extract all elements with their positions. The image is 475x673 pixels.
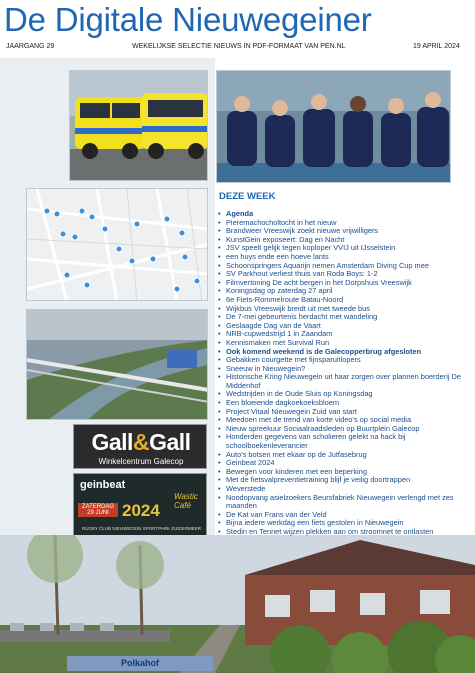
news-item[interactable]: • Bijna iedere werkdag een fiets gestolen in Nieuwegein: [218, 519, 475, 528]
news-item[interactable]: • Nieuw spreekuur Sociaalraadsleden op Buurtplein Galecop: [218, 425, 475, 434]
masthead: [0, 0, 475, 58]
news-item[interactable]: • NRB-cupwedstrijd 1 in Zaandam: [218, 330, 475, 339]
news-item[interactable]: • Meedoen met de trend van korte video's op social media: [218, 416, 475, 425]
news-item[interactable]: • Stedin en Tennet wijzen plekken aan om stroomnet te ontlasten: [218, 528, 475, 537]
news-item[interactable]: • Filmvertoning De acht bergen in het Dorpshuis Vreeswijk: [218, 279, 475, 288]
gall-gall-location: Winkelcentrum Galecop: [98, 457, 184, 466]
gall-gall-logo: Gall&Gall: [91, 429, 191, 455]
news-item[interactable]: • Bewegen voor kinderen met een beperking: [218, 468, 475, 477]
geinbeat-venue: RUGBY CLUB NIEUWEGEIN SPORTPARK ZUIDERMEER: [82, 526, 202, 531]
news-item[interactable]: • Weverstede: [218, 485, 475, 494]
gall-gall-advertisement[interactable]: [73, 424, 207, 469]
news-item[interactable]: • JSV speelt gelijk tegen koploper VVIJ uit IJsselstein: [218, 244, 475, 253]
volume-label: JAARGANG 29: [6, 43, 55, 50]
issue-date: 19 APRIL 2024: [413, 43, 460, 50]
news-item[interactable]: • 6e Fiets-Rommelroute Batau-Noord: [218, 296, 475, 305]
news-item[interactable]: • Gebakken courgette met fijnsparuitlopers: [218, 356, 475, 365]
news-item[interactable]: • SV Parkhout verliest thuis van Roda Boys: 1-2: [218, 270, 475, 279]
news-item[interactable]: • Ook komend weekend is de Galecopperbrug afgesloten: [218, 348, 475, 357]
news-item[interactable]: • Honderden gegevens van scholieren gelekt na hack bij schoolboekenleverancier: [218, 433, 475, 450]
news-item[interactable]: • Koningsdag op zaterdag 27 april: [218, 287, 475, 296]
news-item[interactable]: • een huys ende een hoeve lants: [218, 253, 475, 262]
bridge-aerial-photo[interactable]: [26, 309, 208, 420]
photo-caption: Polkahof: [67, 656, 213, 671]
news-item[interactable]: • Wedstrijden in de Oude Sluis op Koningsdag: [218, 390, 475, 399]
news-item[interactable]: • De Kat van Frans van der Veld: [218, 511, 475, 520]
news-item[interactable]: • Geslaagde Dag van de Vaart: [218, 322, 475, 331]
news-item[interactable]: • Met de fietsvalpreventietraining blijf je veilig doortrappen: [218, 476, 475, 485]
news-list: [218, 210, 475, 537]
section-heading: DEZE WEEK: [219, 191, 276, 202]
news-item[interactable]: • Auto's botsen met ekaar op de Jutfasebrug: [218, 451, 475, 460]
news-item[interactable]: • Sneeuw in Nieuwegein?: [218, 365, 475, 374]
news-item[interactable]: • Historische Kring Nieuwegein uit haar zorgen over plannen boerderij De Middenhof: [218, 373, 475, 390]
geinbeat-year: 2024: [122, 501, 160, 520]
divers-group-photo[interactable]: [216, 70, 451, 183]
news-item[interactable]: • Schoonspringers Aquarijn nemen Amsterdam Diving Cup mee: [218, 262, 475, 271]
polkahof-street-photo: [0, 535, 475, 673]
news-item[interactable]: • Agenda: [218, 210, 475, 219]
news-item[interactable]: • Pieremachocholtocht in het nieuw: [218, 219, 475, 228]
geinbeat-logo: geinbeat: [80, 479, 126, 491]
news-item[interactable]: • Brandweer Vreeswijk zoekt nieuwe vrijwilligers: [218, 227, 475, 236]
newspaper-title: De Digitale Nieuwegeiner: [4, 1, 372, 38]
news-item[interactable]: • Geinbeat 2024: [218, 459, 475, 468]
news-item[interactable]: • Project Vitaal Nieuwegein Zuid van start: [218, 408, 475, 417]
news-item[interactable]: • Kennismaken met Survival Run: [218, 339, 475, 348]
geinbeat-cafe-logo: Wastic Café: [174, 492, 198, 510]
news-item[interactable]: • Een bloeiende dagkoekoeksbloem: [218, 399, 475, 408]
tagline: WEKELIJKSE SELECTIE NIEUWS IN PDF-FORMAAT VAN PEN.NL: [132, 43, 346, 50]
news-item[interactable]: • Noodopvang asielzoekers Beursfabriek Nieuwegein verlengd met zes maanden: [218, 494, 475, 511]
geinbeat-date: ZATERDAG 29 JUNI: [78, 503, 118, 517]
news-item[interactable]: • Wijkbus Vreeswijk breidt uit met tweede bus: [218, 305, 475, 314]
map-image[interactable]: [26, 188, 208, 301]
news-item[interactable]: • De 7-mei gebeurtenis herdacht met wandeling: [218, 313, 475, 322]
ambulances-photo[interactable]: [69, 70, 208, 181]
news-item[interactable]: • KunstGein exposeert: Dag en Nacht: [218, 236, 475, 245]
